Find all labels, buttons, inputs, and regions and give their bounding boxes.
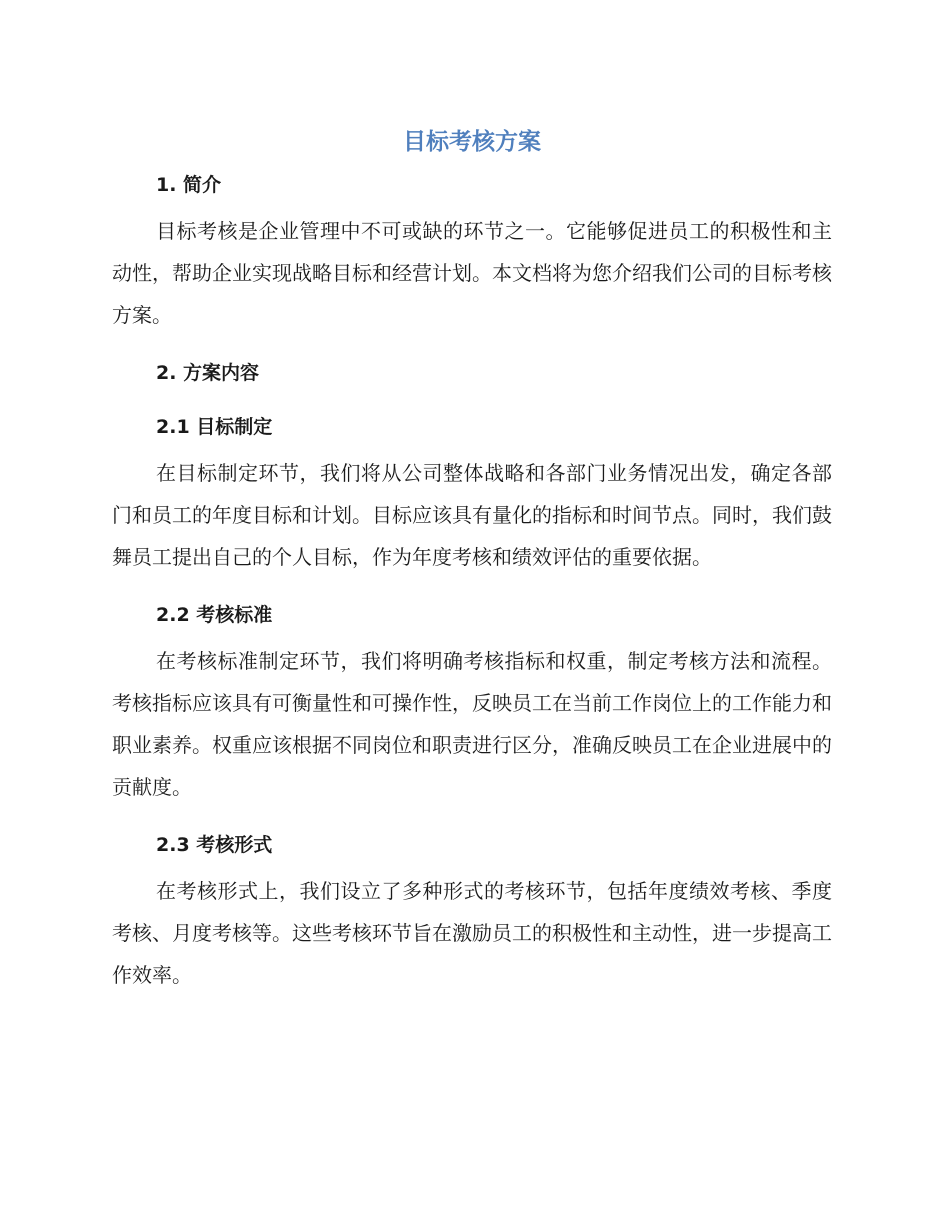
section-heading-criteria: 2.2 考核标准 xyxy=(156,604,273,626)
section-paragraph-format: 在考核形式上，我们设立了多种形式的考核环节，包括年度绩效考核、季度考核、月度考核等。这些考核环节旨在激励员工的积极性和主动性，进一步提高工作效率。 xyxy=(112,879,832,987)
section-paragraph-criteria: 在考核标准制定环节，我们将明确考核指标和权重，制定考核方法和流程。考核指标应该具有可衡量性和可操作性，反映员工在当前工作岗位上的工作能力和职业素养。权重应该根据不同岗位和职责进行区分，准确反映员工在企业进展中的贡献度。 xyxy=(112,649,832,799)
section-paragraph-intro: 目标考核是企业管理中不可或缺的环节之一。它能够促进员工的积极性和主动性，帮助企业实现战略目标和经营计划。本文档将为您介绍我们公司的目标考核方案。 xyxy=(112,219,832,327)
section-heading-goal-setting: 2.1 目标制定 xyxy=(156,416,273,438)
section-heading-format: 2.3 考核形式 xyxy=(156,834,273,856)
section-heading-content: 2. 方案内容 xyxy=(156,362,260,384)
section-paragraph-goal-setting: 在目标制定环节，我们将从公司整体战略和各部门业务情况出发，确定各部门和员工的年度目标和计划。目标应该具有量化的指标和时间节点。同时，我们鼓舞员工提出自己的个人目标，作为年度考核和绩效评估的重要依据。 xyxy=(112,461,832,569)
section-heading-intro: 1. 简介 xyxy=(156,174,222,196)
document-title: 目标考核方案 xyxy=(403,129,541,155)
document-body xyxy=(112,122,832,996)
